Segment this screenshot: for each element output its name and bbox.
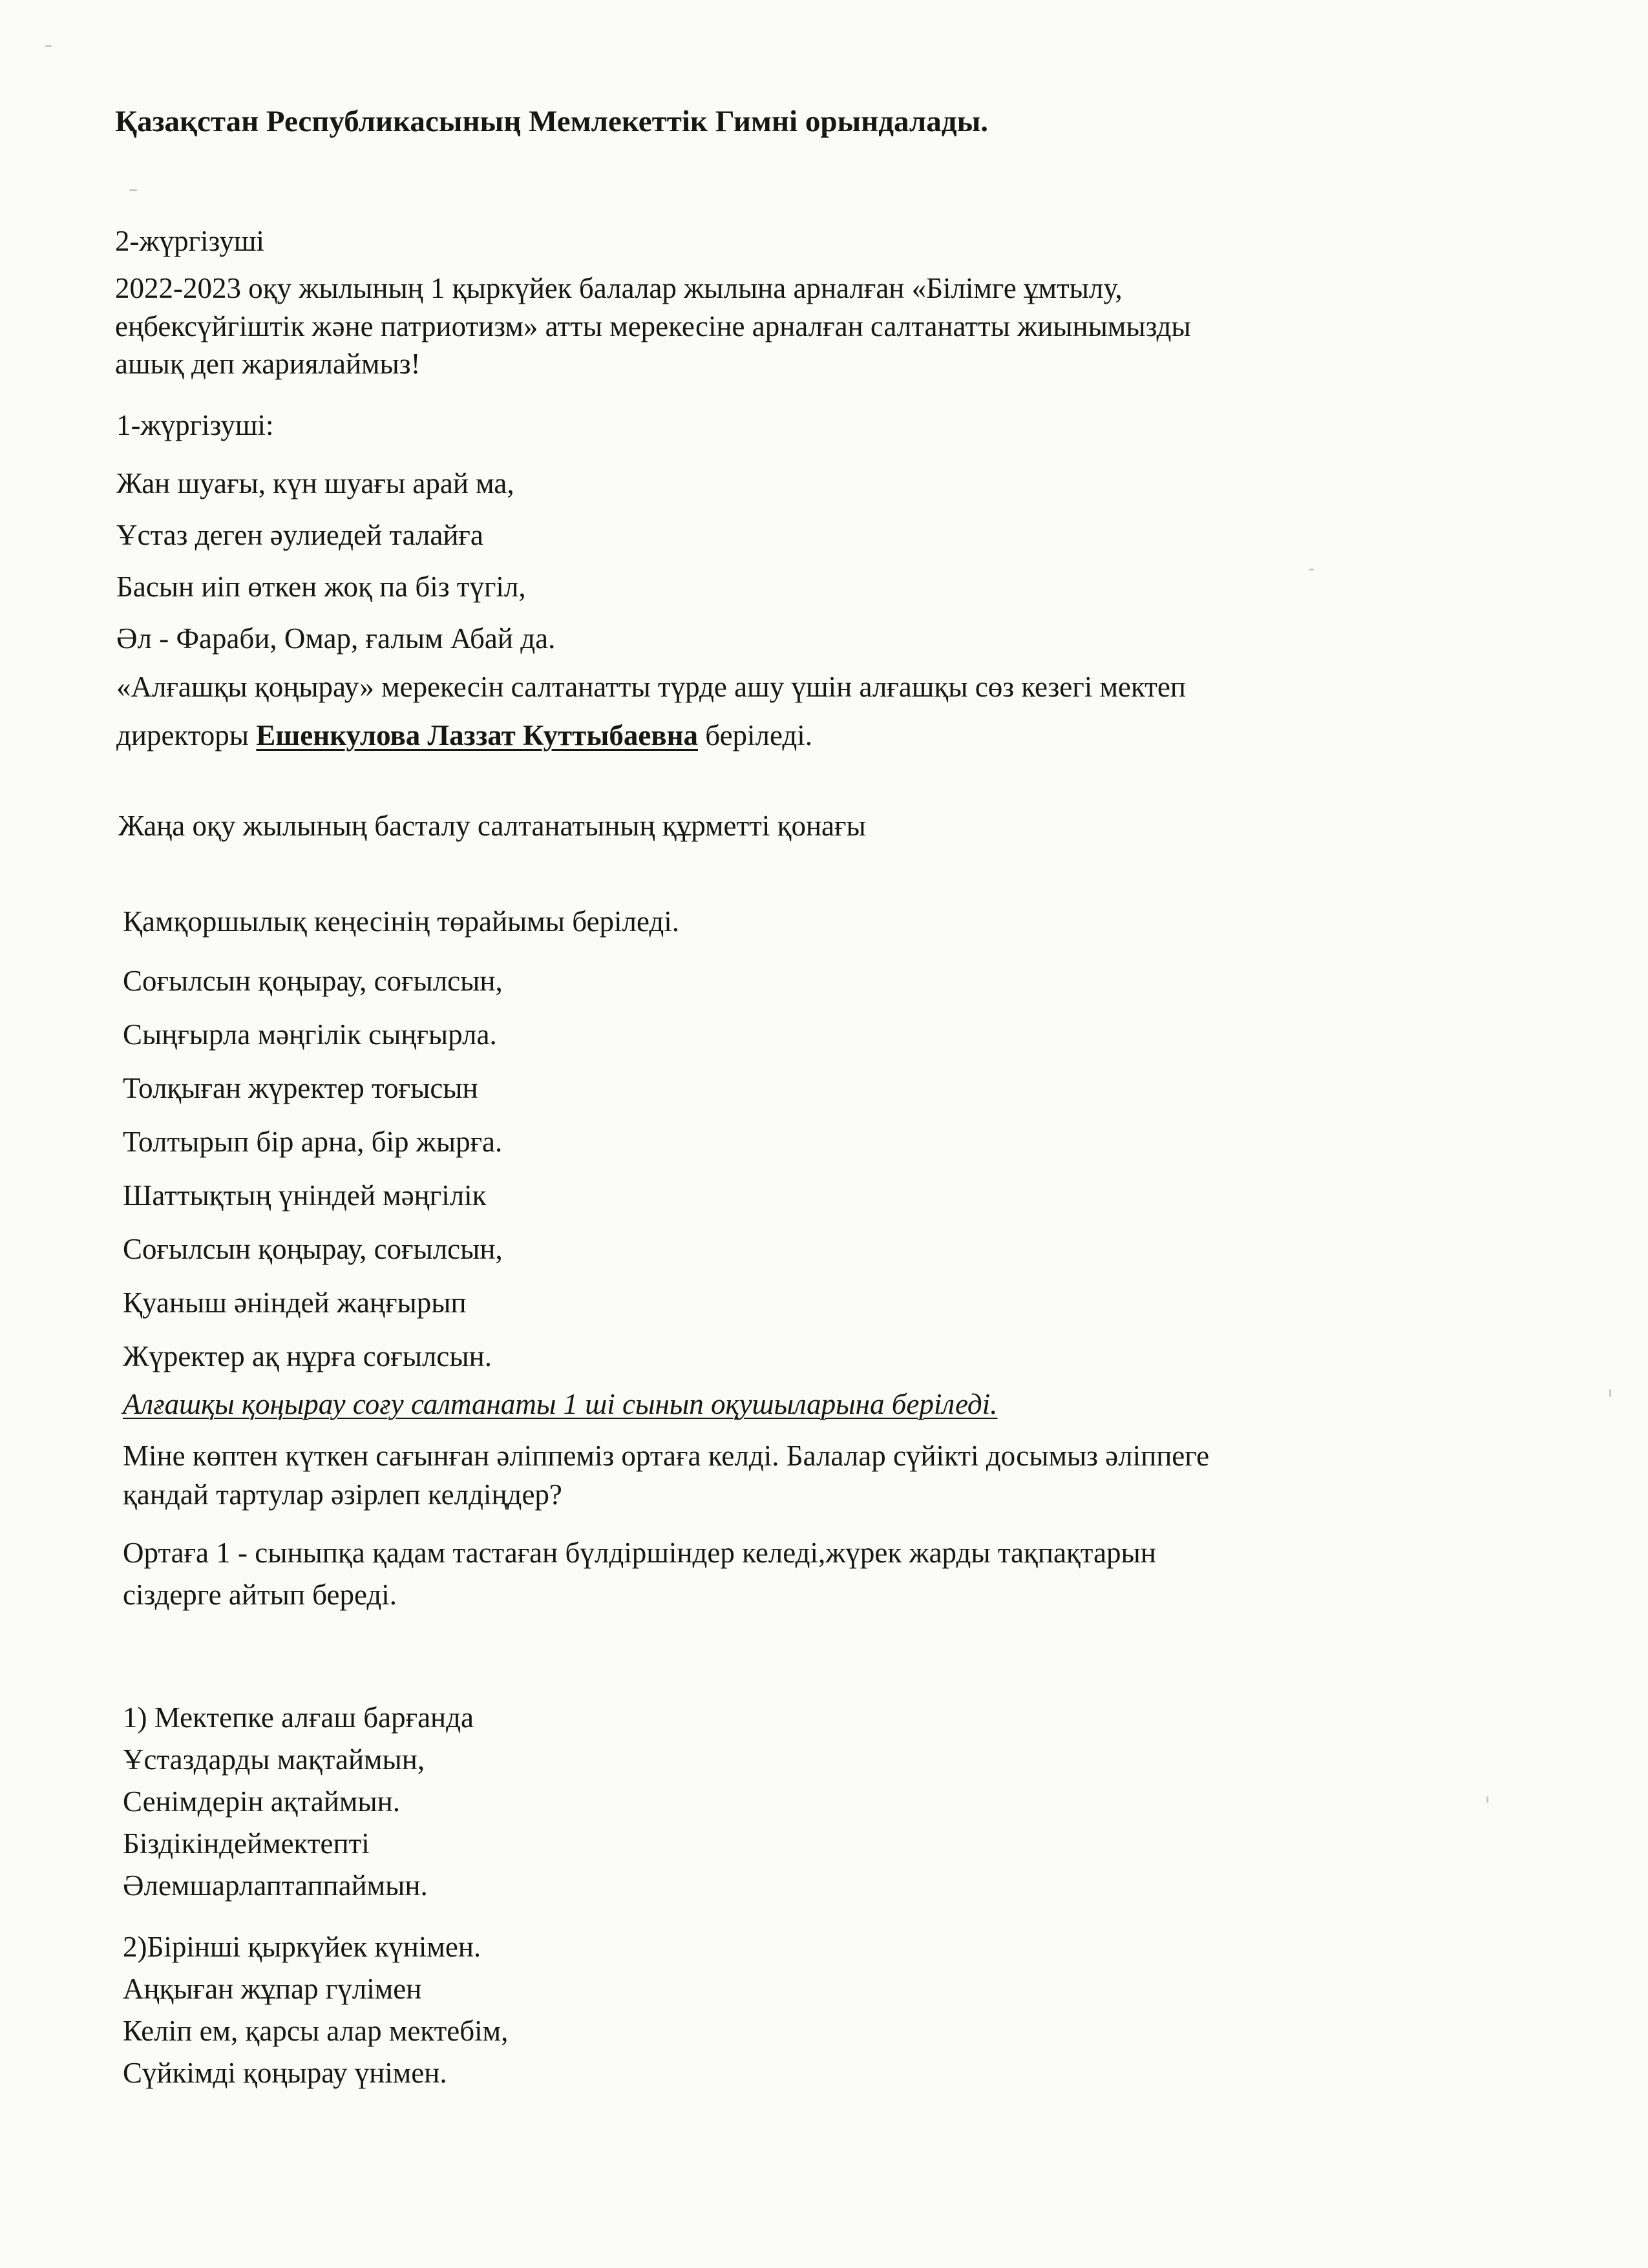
poem2-line-4: Толтырып бір арна, бір жырға. [123, 1126, 503, 1158]
director-name: Ешенкулова Лаззат Куттыбаевна [256, 719, 699, 751]
scan-speck [45, 45, 52, 47]
poem1-line-1: Жан шуағы, күн шуағы арай ма, [116, 467, 514, 499]
director-prefix: директоры [116, 719, 257, 751]
poem2-line-2: Сыңғырла мәңгілік сыңғырла. [123, 1018, 497, 1051]
verse2-line-4: Сүйкімді қоңырау үнімен. [123, 2057, 447, 2089]
verse1-line-4: Біздікіндеймектепті [123, 1827, 370, 1860]
director-line-1: «Алғашқы қоңырау» мерекесін салтанатты түрде ашу үшін алғашқы сөз кезегі мектеп [116, 671, 1186, 703]
class-line-1: Ортаға 1 - сыныпқа қадам тастаған бүлдіршіндер келеді,жүрек жарды тақпақтарын [123, 1537, 1156, 1569]
verse2-line-1: 2)Бірінші қыркүйек күнімен. [123, 1931, 481, 1963]
scan-speck [1609, 1389, 1611, 1397]
guest-line: Жаңа оқу жылының басталу салтанатының құрметті қонағы [118, 810, 866, 842]
alphabet-line-1: Міне көптен күткен сағынған әліппеміз ортаға келді. Балалар сүйікті досымыз әліппеге [123, 1440, 1210, 1472]
scan-speck [1486, 1796, 1488, 1803]
host1-label: 1-жүргізуші: [116, 409, 274, 441]
opening-line-3: ашық деп жариялаймыз! [115, 348, 421, 380]
poem2-line-6: Соғылсын қоңырау, соғылсын, [123, 1233, 503, 1265]
opening-line-1: 2022-2023 оқу жылының 1 қыркүйек балалар жылына арналған «Білімге ұмтылу, [115, 272, 1123, 304]
opening-line-2: еңбексүйгіштік және патриотизм» атты мерекесіне арналған салтанатты жиынымызды [115, 310, 1191, 342]
alphabet-line-2: қандай тартулар әзірлеп келдіңдер? [123, 1478, 562, 1511]
poem2-line-5: Шаттықтың үніндей мәңгілік [123, 1179, 487, 1212]
board-line: Қамқоршылық кеңесінің төрайымы беріледі. [123, 905, 679, 938]
verse1-line-1: 1) Мектепке алғаш барғанда [123, 1701, 474, 1734]
poem2-line-1: Соғылсын қоңырау, соғылсын, [123, 965, 503, 997]
verse1-line-5: Әлемшарлаптаппаймын. [123, 1869, 428, 1902]
verse2-line-2: Аңқыған жұпар гүлімен [123, 1973, 422, 2005]
verse1-line-2: Ұстаздарды мақтаймын, [123, 1743, 425, 1776]
verse1-line-3: Сенімдерін ақтаймын. [123, 1785, 400, 1818]
poem1-line-2: Ұстаз деген әулиедей талайға [116, 519, 483, 551]
scan-speck [129, 189, 137, 191]
poem2-line-8: Жүректер ақ нұрға соғылсын. [123, 1340, 492, 1372]
director-suffix: беріледі. [698, 719, 813, 751]
poem2-line-7: Қуаныш әніндей жаңғырып [123, 1286, 467, 1319]
poem1-line-4: Әл - Фараби, Омар, ғалым Абай да. [116, 622, 556, 655]
bell-line: Алғашқы қоңырау соғу салтанаты 1 ші сынып оқушыларына беріледі. [123, 1388, 998, 1420]
poem1-line-3: Басын иіп өткен жоқ па біз түгіл, [116, 571, 526, 603]
document-title: Қазақстан Республикасының Мемлекеттік Гимні орындалады. [115, 105, 989, 138]
director-line-2 [116, 717, 812, 753]
scan-speck [1309, 569, 1314, 571]
verse2-line-3: Келіп ем, қарсы алар мектебім, [123, 2015, 509, 2047]
poem2-line-3: Толқыған жүректер тоғысын [123, 1072, 478, 1104]
class-line-2: сіздерге айтып береді. [123, 1579, 397, 1611]
host2-label: 2-жүргізуші [115, 225, 265, 257]
